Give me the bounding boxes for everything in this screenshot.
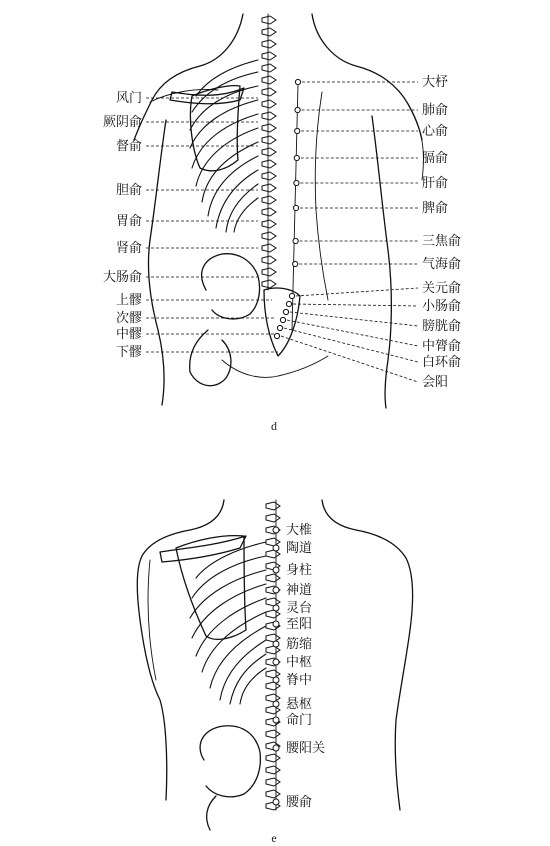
vertebra [262, 244, 276, 252]
vertebra [266, 646, 280, 654]
label-fengmen: 风门 [115, 91, 142, 106]
body-outline-right [312, 14, 422, 140]
label-mingmen: 命门 [286, 713, 313, 728]
label-xuanshu: 悬枢 [286, 697, 313, 712]
label-lingtai: 灵台 [286, 601, 313, 616]
vertebra [262, 208, 276, 216]
body-outline-right-e [322, 500, 413, 810]
vertebra [266, 670, 280, 678]
vertebra [266, 514, 280, 522]
acupoint-marker [293, 261, 298, 266]
leader-line [287, 320, 418, 346]
caption-d: d [271, 419, 277, 433]
acupoint-marker [289, 293, 294, 298]
vertebra [262, 148, 276, 156]
pelvis-ilium [202, 254, 260, 319]
body-outline-left-e [137, 500, 224, 800]
acupoint-marker [295, 128, 300, 133]
caption-e: e [271, 831, 277, 845]
label-xialiao: 下髎 [115, 345, 142, 360]
vertebra [266, 598, 280, 606]
vertebra [266, 574, 280, 582]
vertebra [262, 28, 276, 36]
label-ganshu: 肝俞 [422, 176, 449, 191]
vertebra [266, 502, 280, 510]
leader-line [293, 304, 418, 306]
vertebra [262, 100, 276, 108]
acupoint-marker [280, 317, 285, 322]
label-weishu: 胃俞 [115, 214, 142, 229]
vertebra [266, 730, 280, 738]
label-shenshu: 肾俞 [115, 241, 142, 256]
vertebra [266, 754, 280, 762]
right-acupoints [274, 79, 418, 382]
acupoint-marker [273, 621, 279, 627]
label-guanyuanshu: 关元俞 [422, 281, 462, 296]
label-xinshu: 心俞 [422, 124, 449, 139]
acupoint-marker [294, 180, 299, 185]
vertebra [266, 550, 280, 558]
label-yaoyangguan: 腰阳关 [286, 741, 326, 756]
acupoint-marker [293, 205, 298, 210]
acupoint-marker [293, 238, 298, 243]
figure-d-upper-back-diagram [103, 14, 461, 433]
acupoint-marker [273, 659, 279, 665]
left-flank [148, 120, 166, 405]
acupoint-marker [273, 587, 279, 593]
vertebra [262, 136, 276, 144]
label-baihuanshu: 白环俞 [422, 355, 462, 370]
label-shendao: 神道 [286, 583, 313, 598]
acupoint-marker [273, 717, 279, 723]
acupoint-marker [283, 309, 288, 314]
left-acupoints [146, 98, 278, 352]
vertebra [266, 610, 280, 618]
label-sanjiaoshu: 三焦俞 [422, 234, 462, 249]
acupoint-marker [273, 677, 279, 683]
pelvis-ilium-e [200, 726, 260, 797]
label-shangliao: 上髎 [115, 293, 142, 308]
label-huiyang: 会阳 [422, 375, 449, 390]
label-zhongliao: 中髎 [115, 327, 142, 342]
label-jueyinshu: 厥阴俞 [102, 115, 142, 130]
acupoint-marker [273, 545, 279, 551]
left-arm-e [148, 560, 156, 680]
label-shenzhu: 身柱 [286, 563, 313, 578]
label-yaoshu: 腰俞 [286, 795, 313, 810]
vertebra [262, 40, 276, 48]
label-danshu: 胆俞 [115, 183, 142, 198]
figure-e-governor-vessel-diagram [137, 500, 412, 845]
acupoint-marker [274, 333, 279, 338]
right-flank [372, 116, 391, 408]
label-xiaochangshu: 小肠俞 [422, 299, 462, 314]
vertebra [262, 112, 276, 120]
vertebra [262, 184, 276, 192]
vertebra [266, 766, 280, 774]
vertebra [262, 160, 276, 168]
label-jinsuo: 筋缩 [286, 637, 313, 652]
acupoint-marker [273, 605, 279, 611]
ribcage-e [190, 542, 266, 704]
acupoint-marker [273, 799, 279, 805]
vertebra [262, 172, 276, 180]
hip-joint [190, 330, 231, 386]
buttock-line [222, 356, 328, 377]
leader-line [290, 312, 418, 326]
vertebra [262, 52, 276, 60]
acupoint-marker [273, 527, 279, 533]
acupoint-marker [295, 107, 300, 112]
vertebra [262, 280, 276, 288]
vertebra [262, 196, 276, 204]
label-feishu: 肺俞 [422, 103, 449, 118]
acupoint-marker [273, 567, 279, 573]
vertebra [266, 634, 280, 642]
acupoint-marker [294, 155, 299, 160]
label-pishu: 脾俞 [422, 201, 449, 216]
acupoint-marker [273, 745, 279, 751]
label-geshu: 膈俞 [422, 151, 449, 166]
acupoint-marker [273, 641, 279, 647]
vertebra [262, 88, 276, 96]
vertebra [266, 706, 280, 714]
label-dazhu: 大杼 [422, 75, 449, 90]
vertebra [262, 76, 276, 84]
label-zhonglvshu: 中膂俞 [422, 339, 462, 354]
vertebra [262, 256, 276, 264]
leader-line [296, 288, 418, 296]
leader-line [281, 336, 418, 382]
acupoint-marker [295, 79, 300, 84]
label-ciliao: 次髎 [115, 311, 142, 326]
hip-e [207, 796, 216, 830]
label-taodao: 陶道 [286, 541, 313, 556]
vertebra [262, 64, 276, 72]
vertebra [266, 790, 280, 798]
label-qihaishu: 气海俞 [422, 257, 462, 272]
vertebra [262, 232, 276, 240]
label-dazhui: 大椎 [286, 523, 313, 538]
vertebra [262, 220, 276, 228]
vertebra [266, 694, 280, 702]
acupoint-marker [273, 701, 279, 707]
label-zhongshu: 中枢 [286, 655, 313, 670]
acupoint-marker [277, 325, 282, 330]
label-zhiyang: 至阳 [286, 617, 313, 632]
label-dushu: 督俞 [115, 139, 142, 154]
vertebra [262, 124, 276, 132]
vertebra [266, 778, 280, 786]
label-jizhong: 脊中 [286, 673, 313, 688]
body-outline-left [134, 14, 243, 140]
acupoint-marker [286, 301, 291, 306]
label-pangguangshu: 膀胱俞 [422, 319, 462, 334]
spine-vertebrae [262, 16, 276, 288]
vertebra [262, 268, 276, 276]
vertebra [262, 16, 276, 24]
vertebra [266, 682, 280, 690]
right-back-contour [315, 92, 328, 300]
label-dachangshu: 大肠俞 [102, 270, 142, 285]
vertebra [266, 538, 280, 546]
